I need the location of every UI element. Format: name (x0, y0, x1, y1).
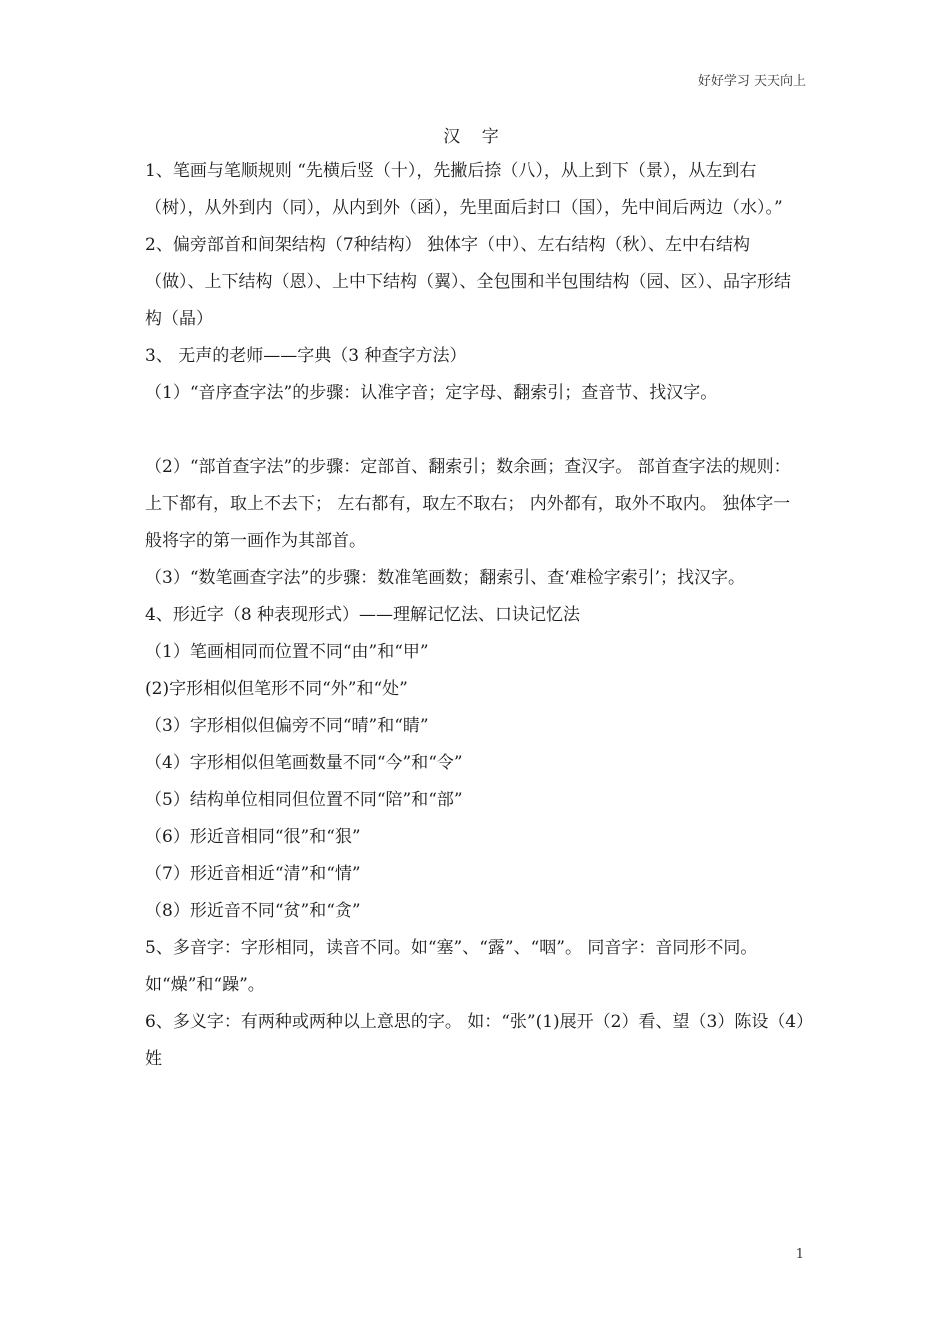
paragraph: 6、多义字：有两种或两种以上意思的字。 如：“张”(1)展开（2）看、望（3）陈设（4）姓 (145, 1012, 805, 1069)
paragraph: （5）结构单位相同但位置不同“陪”和“部” (145, 790, 463, 810)
paragraph: (2)字形相似但笔形不同“外”和“处” (145, 679, 408, 699)
paragraph: （1）笔画相同而位置不同“由”和“甲” (145, 642, 429, 662)
paragraph: （7）形近音相近“清”和“情” (145, 864, 361, 884)
paragraph: （3）“数笔画查字法”的步骤：数准笔画数；翻索引、查‘难检字索引’；找汉字。 (145, 568, 746, 588)
page-number: 1 (795, 1247, 804, 1262)
paragraph: 5、多音字：字形相同，读音不同。如“塞”、“露”、“咽”。 同音字：音同形不同。如“燥”和“躁”。 (145, 938, 758, 995)
paragraph: （1）“音序查字法”的步骤：认准字音；定字母、翻索引；查音节、找汉字。 (145, 383, 718, 403)
paragraph: （8）形近音不同“贫”和“贪” (145, 901, 361, 921)
paragraph: 4、形近字（8 种表现形式）——理解记忆法、口诀记忆法 (145, 605, 581, 625)
paragraph: 3、 无声的老师——字典（3 种查字方法） (145, 346, 467, 366)
paragraph: （6）形近音相同“很”和“狠” (145, 827, 361, 847)
document-body (145, 153, 807, 1078)
paragraph: （2）“部首查字法”的步骤：定部首、翻索引；数余画；查汉字。 部首查字法的规则：上下都有，取上不去下； 左右都有，取左不取右； 内外都有，取外不取内。 独体字一般将字的第一画作为其部首。 (145, 457, 791, 551)
page-title: 汉 字 (443, 127, 507, 147)
paragraph: （3）字形相似但偏旁不同“晴”和“睛” (145, 716, 429, 736)
page-header: 好好学习 天天向上 (697, 74, 806, 89)
paragraph: 1、笔画与笔顺规则 “先横后竖（十），先撇后捺（八），从上到下（景），从左到右（树），从外到内（同），从内到外（函），先里面后封口（国），先中间后两边（水）。” (145, 161, 783, 218)
paragraph: 2、偏旁部首和间架结构（7种结构） 独体字（中）、左右结构（秋）、左中右结构（做）、上下结构（恩）、上中下结构（翼）、全包围和半包围结构（园、区）、品字形结构（晶） (145, 235, 791, 329)
paragraph: （4）字形相似但笔画数量不同“今”和“令” (145, 753, 463, 773)
blank-line (145, 412, 807, 449)
